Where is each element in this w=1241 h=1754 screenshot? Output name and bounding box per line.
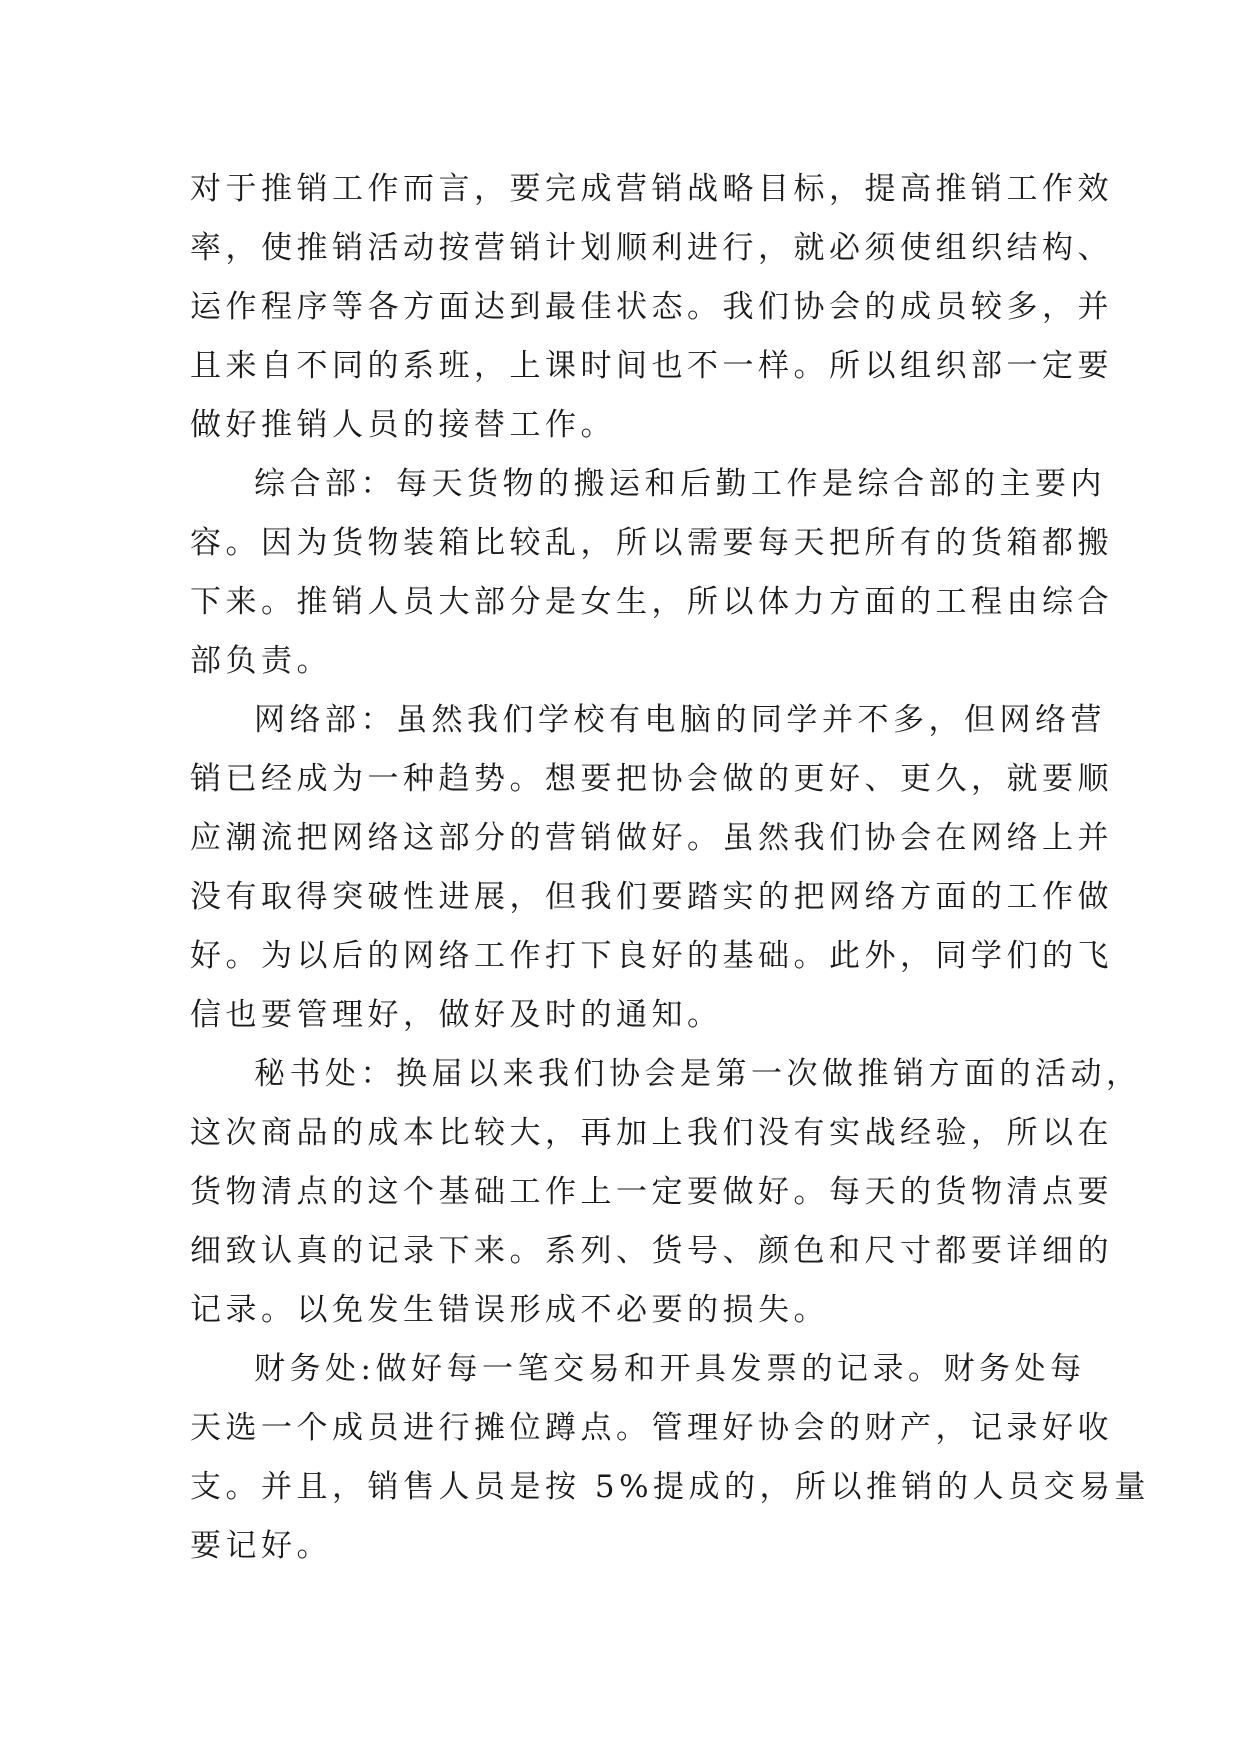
paragraph-start-line: 综合部：每天货物的搬运和后勤工作是综合部的主要内 — [254, 466, 1106, 502]
text-line: 部负责。 — [190, 643, 332, 679]
text-line: 销已经成为一种趋势。想要把协会做的更好、更久，就要顺 — [190, 761, 1113, 797]
text-line: 要记好。 — [190, 1528, 332, 1564]
paragraph-start-line: 财务处:做好每一笔交易和开具发票的记录。财务处每 — [254, 1351, 1086, 1387]
paragraph-start-line: 网络部：虽然我们学校有电脑的同学并不多，但网络营 — [254, 702, 1106, 738]
text-line: 下来。推销人员大部分是女生，所以体力方面的工程由综合 — [190, 584, 1113, 620]
text-line: 应潮流把网络这部分的营销做好。虽然我们协会在网络上并 — [190, 820, 1113, 856]
text-line: 运作程序等各方面达到最佳状态。我们协会的成员较多，并 — [190, 289, 1113, 325]
text-line: 信也要管理好，做好及时的通知。 — [190, 997, 723, 1033]
text-line: 对于推销工作而言，要完成营销战略目标，提高推销工作效 — [190, 171, 1113, 207]
text-line: 率，使推销活动按营销计划顺利进行，就必须使组织结构、 — [190, 230, 1113, 266]
paragraph-start-line: 秘书处：换届以来我们协会是第一次做推销方面的活动， — [254, 1056, 1142, 1092]
text-line: 记录。以免发生错误形成不必要的损失。 — [190, 1292, 829, 1328]
text-line: 容。因为货物装箱比较乱，所以需要每天把所有的货箱都搬 — [190, 525, 1113, 561]
text-line: 天选一个成员进行摊位蹲点。管理好协会的财产，记录好收 — [190, 1410, 1113, 1446]
text-line: 细致认真的记录下来。系列、货号、颜色和尺寸都要详细的 — [190, 1233, 1113, 1269]
text-line: 好。为以后的网络工作打下良好的基础。此外，同学们的飞 — [190, 938, 1113, 974]
text-line: 做好推销人员的接替工作。 — [190, 407, 616, 443]
text-line: 货物清点的这个基础工作上一定要做好。每天的货物清点要 — [190, 1174, 1113, 1210]
text-line: 没有取得突破性进展，但我们要踏实的把网络方面的工作做 — [190, 879, 1113, 915]
text-line: 且来自不同的系班，上课时间也不一样。所以组织部一定要 — [190, 348, 1113, 384]
body-text — [190, 160, 1151, 1576]
text-line: 这次商品的成本比较大，再加上我们没有实战经验，所以在 — [190, 1115, 1113, 1151]
text-line: 支。并且，销售人员是按 5%提成的，所以推销的人员交易量 — [190, 1469, 1151, 1505]
